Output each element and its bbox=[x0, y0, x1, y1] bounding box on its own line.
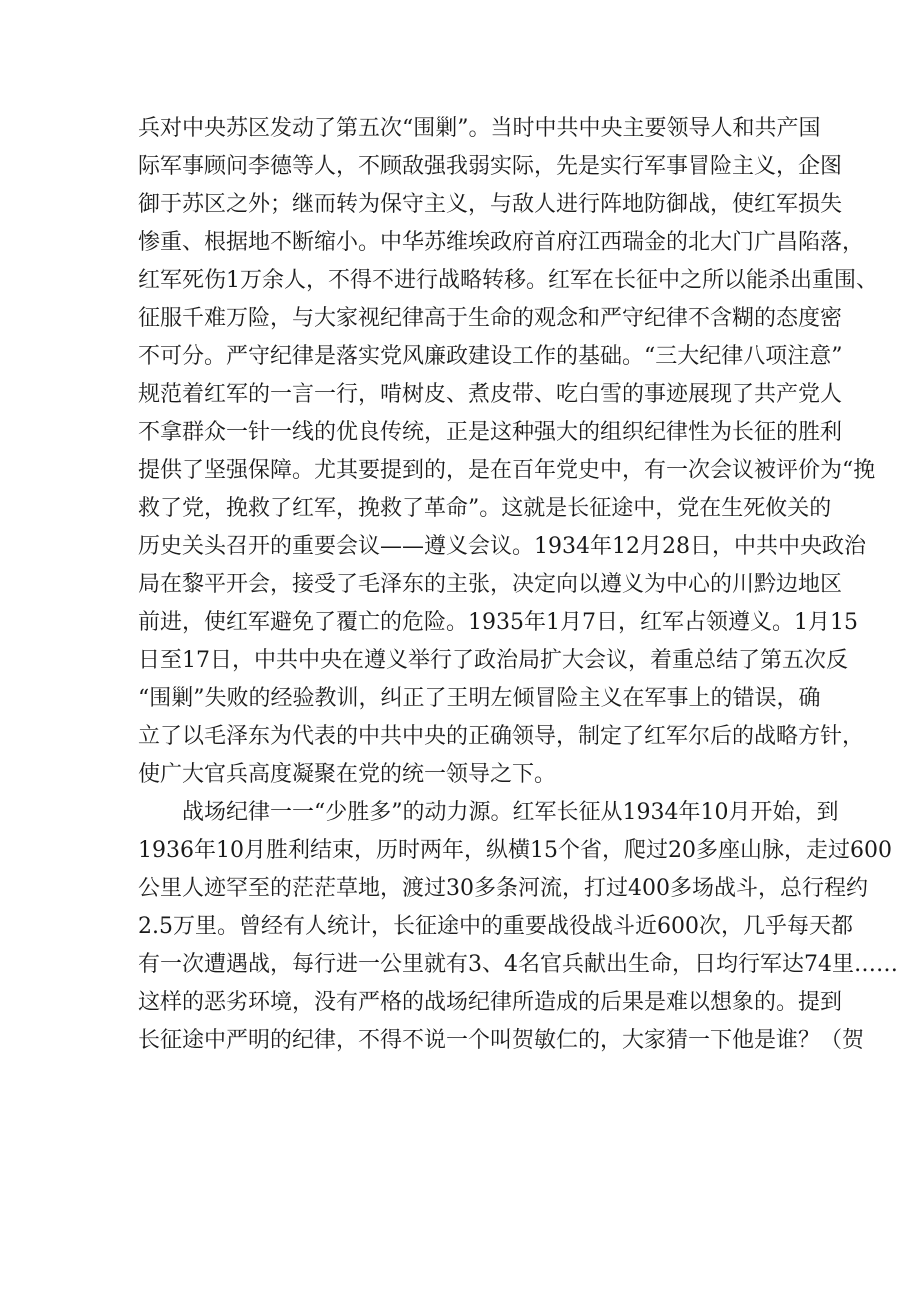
text-line: 不拿群众一针一线的优良传统，正是这种强大的组织纪律性为长征的胜利 bbox=[138, 420, 843, 445]
text-line: 救了党，挽救了红军，挽救了革命”。这就是长征途中，党在生死攸关的 bbox=[138, 496, 832, 521]
text-line: 有一次遭遇战，每行进一公里就有3、4名官兵献出生命，日均行军达74里…… bbox=[138, 952, 898, 977]
text-line: 战场纪律一一“少胜多”的动力源。红军长征从1934年10月开始，到 bbox=[182, 800, 839, 825]
paragraph-2 bbox=[138, 794, 898, 1060]
document-body bbox=[138, 110, 898, 1060]
text-line: 规范着红军的一言一行，啃树皮、煮皮带、吃白雪的事迹展现了共产党人 bbox=[138, 382, 843, 407]
text-line: 征服千难万险，与大家视纪律高于生命的观念和严守纪律不含糊的态度密 bbox=[138, 306, 843, 331]
text-line: 兵对中央苏区发动了第五次“围剿”。当时中共中央主要领导人和共产国 bbox=[138, 116, 821, 141]
text-line: 历史关头召开的重要会议——遵义会议。1934年12月28日，中共中央政治 bbox=[138, 534, 866, 559]
text-line: 长征途中严明的纪律，不得不说一个叫贺敏仁的，大家猜一下他是谁？（贺 bbox=[138, 1028, 865, 1053]
text-line: 日至17日，中共中央在遵义举行了政治局扩大会议，着重总结了第五次反 bbox=[138, 648, 848, 673]
text-line: 御于苏区之外；继而转为保守主义，与敌人进行阵地防御战，使红军损失 bbox=[138, 192, 843, 217]
text-line: 局在黎平开会，接受了毛泽东的主张，决定向以遵义为中心的川黔边地区 bbox=[138, 572, 843, 597]
paragraph-1 bbox=[138, 110, 878, 794]
text-line: 这样的恶劣环境，没有严格的战场纪律所造成的后果是难以想象的。提到 bbox=[138, 990, 843, 1015]
text-line: 提供了坚强保障。尤其要提到的，是在百年党史中，有一次会议被评价为“挽 bbox=[138, 458, 876, 483]
text-line: 不可分。严守纪律是落实党风廉政建设工作的基础。“三大纪律八项注意” bbox=[138, 344, 843, 369]
text-line: 使广大官兵高度凝聚在党的统一领导之下。 bbox=[138, 762, 557, 787]
text-line: 2.5万里。曾经有人统计，长征途中的重要战役战斗近600次，几乎每天都 bbox=[138, 914, 853, 939]
text-line: 公里人迹罕至的茫茫草地，渡过30多条河流，打过400多场战斗，总行程约 bbox=[138, 876, 868, 901]
text-line: “围剿”失败的经验教训，纠正了王明左倾冒险主义在军事上的错误，确 bbox=[138, 686, 821, 711]
text-line: 红军死伤1万余人，不得不进行战略转移。红军在长征中之所以能杀出重围、 bbox=[138, 268, 878, 293]
text-line: 立了以毛泽东为代表的中共中央的正确领导，制定了红军尔后的战略方针， bbox=[138, 724, 865, 749]
text-line: 1936年10月胜利结束，历时两年，纵横15个省，爬过20多座山脉，走过600 bbox=[138, 838, 892, 863]
text-line: 惨重、根据地不断缩小。中华苏维埃政府首府江西瑞金的北大门广昌陷落， bbox=[138, 230, 865, 255]
text-line: 前进，使红军避免了覆亡的危险。1935年1月7日，红军占领遵义。1月15 bbox=[138, 610, 858, 635]
text-line: 际军事顾问李德等人，不顾敌强我弱实际，先是实行军事冒险主义，企图 bbox=[138, 154, 843, 179]
